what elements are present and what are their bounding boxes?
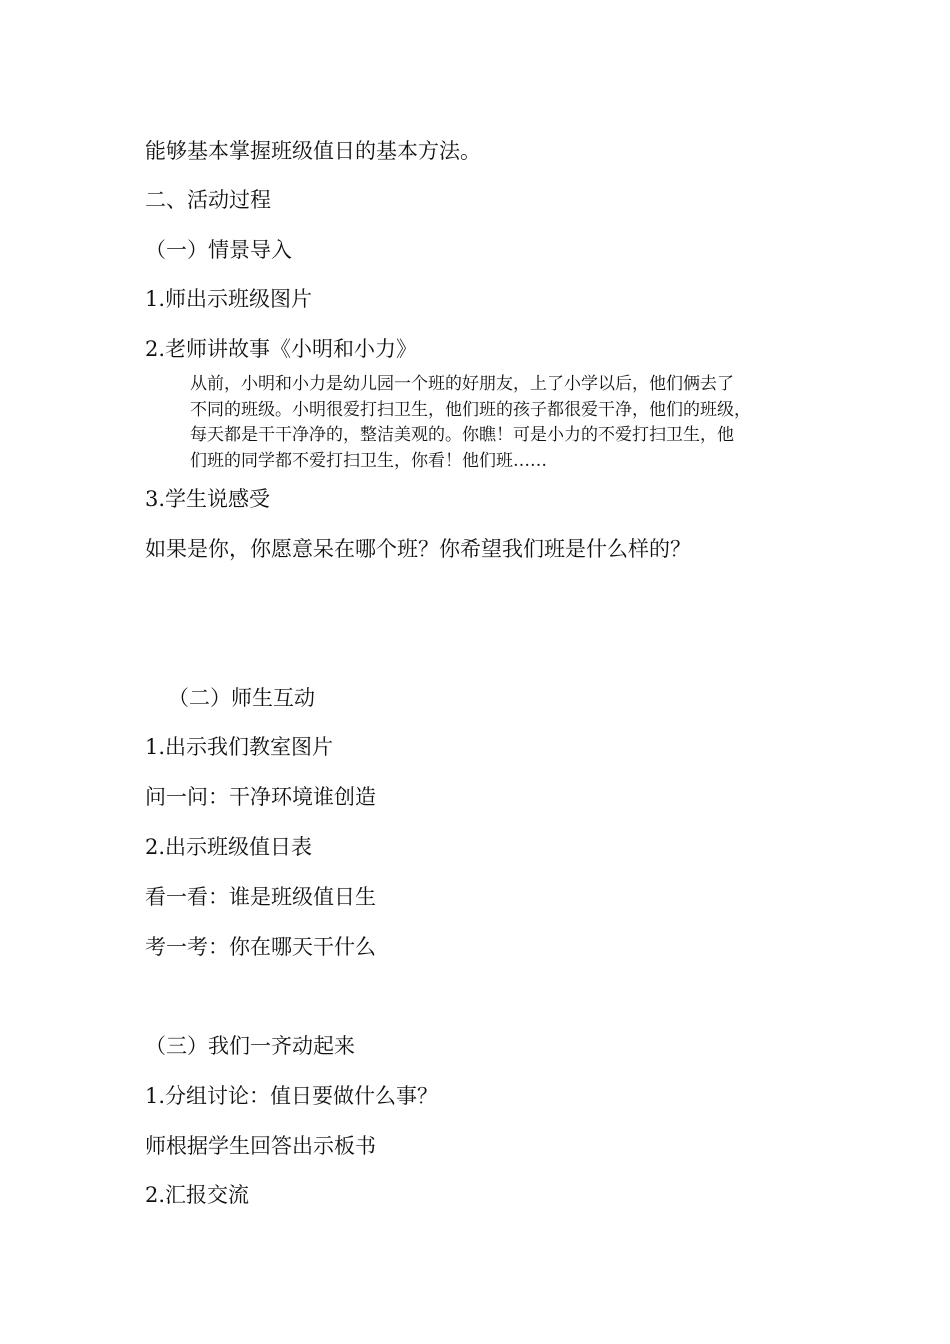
part2-ask: 问一问：干净环境谁创造 [145,785,376,809]
section-title: 二、活动过程 [145,188,271,212]
part3-board: 师根据学生回答出示板书 [145,1134,376,1158]
part1-step3: 3.学生说感受 [145,487,271,511]
story-line: 不同的班级。小明很爱打扫卫生，他们班的孩子都很爱干净，他们的班级， [190,399,751,420]
part3-heading: （三）我们一齐动起来 [145,1034,355,1058]
story-line: 们班的同学都不爱打扫卫生，你看！他们班…… [190,450,547,471]
part2-heading: （二）师生互动 [168,686,315,710]
part3-step1: 1.分组讨论：值日要做什么事？ [145,1084,439,1108]
part2-test: 考一考：你在哪天干什么 [145,935,376,959]
part1-step2: 2.老师讲故事《小明和小力》 [145,337,418,361]
part1-question: 如果是你，你愿意呆在哪个班？你希望我们班是什么样的？ [145,537,691,561]
story-line: 每天都是干干净净的，整洁美观的。你瞧！可是小力的不爱打扫卫生，他 [190,425,734,445]
part2-step1: 1.出示我们教室图片 [145,735,334,759]
story-line: 从前，小明和小力是幼儿园一个班的好朋友，上了小学以后，他们俩去了 [190,374,734,394]
story-paragraph [190,372,830,474]
part1-step1: 1.师出示班级图片 [145,287,313,311]
part3-step2: 2.汇报交流 [145,1183,250,1207]
intro-line: 能够基本掌握班级值日的基本方法。 [145,139,481,163]
part2-look: 看一看：谁是班级值日生 [145,885,376,909]
part1-heading: （一）情景导入 [145,238,292,262]
part2-step2: 2.出示班级值日表 [145,835,313,859]
